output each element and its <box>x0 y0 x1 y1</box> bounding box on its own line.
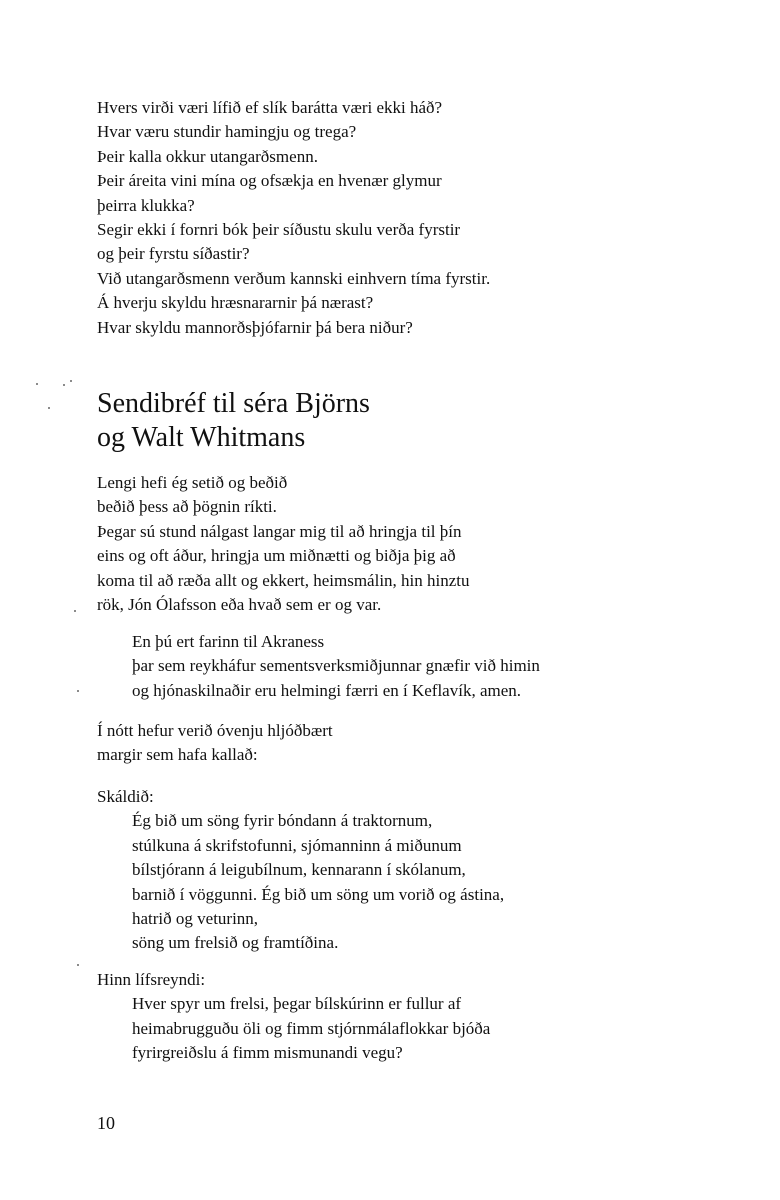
print-speck <box>70 380 72 382</box>
poem-line: Þegar sú stund nálgast langar mig til að hringja til þín <box>97 521 462 541</box>
poem-title-line-2: og Walt Whitmans <box>97 422 306 453</box>
poem-line: Ég bið um söng fyrir bóndann á traktornum, <box>132 811 433 831</box>
dialogue-lifsreyndi <box>97 968 717 1066</box>
poem-line: margir sem hafa kallað: <box>97 745 258 765</box>
poem-line: bílstjórann á leigubílnum, kennarann í skólanum, <box>132 860 466 880</box>
poem-stanza <box>97 96 717 340</box>
poem-line: Á hverju skyldu hræsnararnir þá nærast? <box>97 293 374 313</box>
letter-paragraph <box>97 471 717 617</box>
speaker-label: Skáldið: <box>97 787 154 806</box>
poem-line: En þú ert farinn til Akraness <box>132 632 325 651</box>
print-speck <box>77 690 79 692</box>
poem-line: Hvar væru stundir hamingju og trega? <box>97 122 357 142</box>
poem-line: Þeir áreita vini mína og ofsækja en hvenær glymur <box>97 171 442 191</box>
speaker-label: Hinn lífsreyndi: <box>97 970 206 989</box>
poem-line: þar sem reykháfur sementsverksmiðjunnar gnæfir við himin <box>132 656 540 676</box>
print-speck <box>77 964 79 966</box>
poem-line: Hvar skyldu mannorðsþjófarnir þá bera niður? <box>97 317 413 337</box>
page-number: 10 <box>97 1113 115 1133</box>
print-speck <box>74 610 76 612</box>
poem-line: Segir ekki í fornri bók þeir síðustu skulu verða fyrstir <box>97 220 461 240</box>
poem-line: og þeir fyrstu síðastir? <box>97 244 250 264</box>
poem-line: stúlkuna á skrifstofunni, sjómanninn á miðunum <box>132 835 462 855</box>
poem-line: þeirra klukka? <box>97 195 195 215</box>
poem-line: hatrið og veturinn, <box>132 909 259 929</box>
dialogue-skaldid <box>97 785 717 956</box>
poem-line: barnið í vöggunni. Ég bið um söng um vorið og ástina, <box>132 884 505 904</box>
print-speck <box>48 407 50 409</box>
poem-line: Við utangarðsmenn verðum kannski einhvern tíma fyrstir. <box>97 268 491 288</box>
poem-line: Þeir kalla okkur utangarðsmenn. <box>97 146 318 166</box>
poem-line: heimabrugguðu öli og fimm stjórnmálaflokkar bjóða <box>132 1018 491 1038</box>
indented-stanza <box>97 630 717 703</box>
poem-title <box>97 387 717 455</box>
poem-title-line-1: Sendibréf til séra Björns <box>97 388 370 419</box>
poem-stanza <box>97 719 717 768</box>
poem-line: rök, Jón Ólafsson eða hvað sem er og var. <box>97 595 382 615</box>
poem-line: fyrirgreiðslu á fimm mismunandi vegu? <box>132 1043 403 1063</box>
poem-line: Lengi hefi ég setið og beðið <box>97 473 288 492</box>
poem-line: eins og oft áður, hringja um miðnætti og biðja þig að <box>97 546 456 566</box>
poem-line: beðið þess að þögnin ríkti. <box>97 497 277 517</box>
poem-line: Í nótt hefur verið óvenju hljóðbært <box>97 721 333 740</box>
print-speck <box>63 384 65 386</box>
poem-line: Hver spyr um frelsi, þegar bílskúrinn er fullur af <box>132 994 462 1014</box>
poem-line: og hjónaskilnaðir eru helmingi færri en í Keflavík, amen. <box>132 680 522 700</box>
poem-line: koma til að ræða allt og ekkert, heimsmálin, hin hinztu <box>97 570 470 590</box>
poem-line: Hvers virði væri lífið ef slík barátta væri ekki háð? <box>97 98 443 117</box>
print-speck <box>36 383 38 385</box>
poem-line: söng um frelsið og framtíðina. <box>132 933 339 953</box>
